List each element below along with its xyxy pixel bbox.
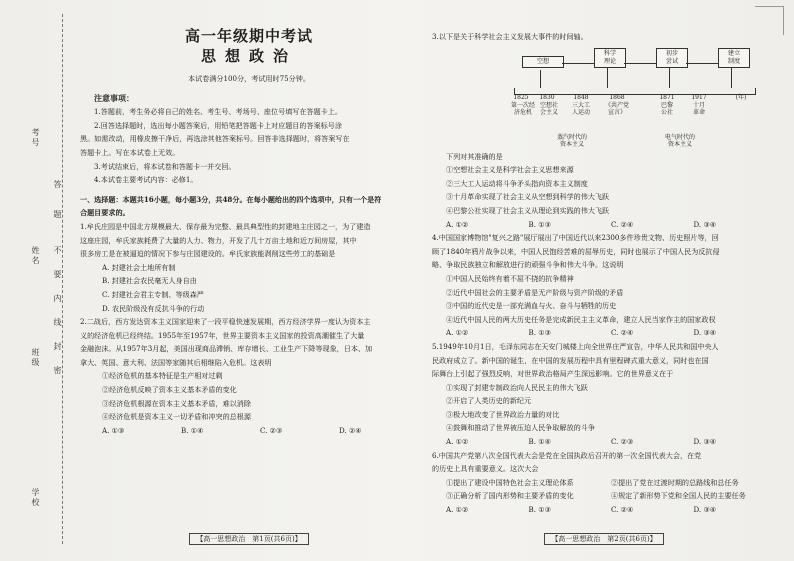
- seal-char-bu: 不: [53, 246, 62, 256]
- question-stem: 民政府成立了。新中国的诞生，在中国的发展历程中具有里程碑式重大意义，同时也在国: [432, 355, 709, 365]
- option-b: B. ①③: [528, 328, 551, 338]
- timeline-year: 1868: [609, 93, 625, 101]
- statement-item: ①实现了封建专制政治向人民民主的伟大飞跃: [446, 382, 588, 392]
- question-stem: 3.以下是关于科学社会主义发展大事件的时间轴。: [432, 32, 588, 41]
- footer-label: 【高一思想政治 第1页(共6页)】: [189, 533, 308, 545]
- statement-item: ③中国的近代史是一部充满血与火、奋斗与牺牲的历史: [446, 301, 617, 311]
- answer-options: [432, 435, 776, 449]
- statement-item: ②开启了人类历史的新纪元: [446, 396, 532, 406]
- xingming-label: 姓名: [31, 246, 40, 266]
- option-c: C. ②④: [611, 505, 634, 515]
- question-stem: 际舞台上引起了强烈反响，对世界政治格局产生深远影响。它的世界意义在于: [432, 369, 674, 379]
- statement-item: ③经济危机根源在资本主义基本矛盾，难以消除: [102, 398, 251, 408]
- timeline-connector: [669, 68, 670, 88]
- footer-label: 【高一思想政治 第2页(共6页)】: [544, 533, 663, 545]
- option-d: D. ③④: [693, 505, 717, 515]
- section-heading: 一、选择题：本题共16小题，每小题3分，共48分。在每小题给出的四个选项中，只有一个是符: [80, 194, 382, 204]
- exam-subject: 思想政治: [200, 47, 297, 65]
- option-a: A. ①②: [446, 437, 469, 447]
- timeline-event: 《共产党 宣言》: [604, 101, 629, 116]
- question-stem: 1.牟氏庄园是中国北方规模最大、保存最为完整、最具典型性的封建地主庄园之一，为了建造: [80, 221, 371, 231]
- option-a: A. 封建社会土地所有制: [102, 262, 176, 272]
- xuexiao-label: 学校: [31, 488, 40, 508]
- question-4: [432, 231, 776, 340]
- question-stem: 6.中国共产党第八次全国代表大会是党在全国执政后召开的第一次全国代表大会，在党: [432, 450, 702, 460]
- timeline-event: 十月 革命: [692, 101, 705, 116]
- option-a: A. ①③: [102, 425, 125, 435]
- page-1: [80, 0, 418, 561]
- page-footer: [80, 533, 418, 547]
- option-d: D. 农民阶级没有反抗斗争的行动: [102, 303, 205, 313]
- statement-item: ①提出了建设中国特色社会主义理论体系: [446, 477, 574, 487]
- question-stem: 5.1949年10月1日，毛泽东同志在天安门城楼上向全世界庄严宣告，中华人民共和国中央人: [432, 341, 719, 351]
- option-a: A. ①②: [446, 505, 469, 515]
- timeline-connector: [686, 63, 718, 64]
- seal-char-yao: 要: [53, 270, 62, 280]
- question-6: [432, 449, 776, 517]
- timeline-connector: [731, 68, 732, 88]
- statement-item: ①空想社会主义是科学社会主义思想来源: [446, 165, 574, 175]
- timeline-event: 第一次经 济危机: [510, 101, 535, 116]
- option-c: C. ②④: [611, 219, 634, 229]
- timeline-year-unit: (年): [735, 93, 747, 101]
- answer-options: [432, 326, 776, 340]
- seal-char-mi: 密: [53, 366, 62, 376]
- notice-line: 答题卡上。写在本试卷上无效。: [80, 147, 180, 157]
- timeline-stage-box: 科学 理论: [594, 48, 626, 68]
- question-stem: 很多房工是在被逼迫的情况下参与庄园建设的。牟氏家族能剥削这些劳工的基础是: [80, 249, 336, 259]
- timeline-stage-box: 初步 尝试: [656, 48, 688, 68]
- answer-options: [432, 503, 776, 517]
- statement-item: ③十月革命实现了社会主义从空想到科学的伟大飞跃: [446, 192, 610, 202]
- statement-item: ④鼓舞和推动了世界被压迫人民争取解放的斗争: [446, 423, 595, 433]
- option-b: B. ①③: [528, 219, 551, 229]
- question-ask: 下列对其准确的是: [446, 151, 503, 161]
- seal-char-nei: 内: [53, 294, 62, 304]
- era-label-steam: 蒸汽时代的 资本主义: [556, 133, 587, 148]
- statement-item: ①经济危机的基本特征是生产相对过剩: [102, 371, 223, 381]
- timeline-year: 1917: [691, 93, 707, 101]
- page-footer: [432, 533, 776, 547]
- question-stem: 4.中国国家博物馆"复兴之路"展厅展出了中国近代以来2300多件珍贵文物、历史照片等，回: [432, 233, 719, 243]
- question-stem: 2.二战后，西方发达资本主义国家迎来了一段平稳快速发展期，西方经济学界一度认为资本主: [80, 317, 371, 327]
- timeline-diagram: [432, 46, 776, 148]
- question-stem: 拿大、英国、意大利、法国等家随其后相继陷入危机。这表明: [80, 357, 272, 367]
- question-2: [80, 315, 418, 437]
- option-a: A. ①②: [446, 328, 469, 338]
- option-b: B. ①④: [181, 425, 204, 435]
- question-stem: 略、争取民族独立和解放进行的顽强斗争和伟大斗争。这说明: [432, 260, 624, 270]
- option-d: D. ②④: [339, 425, 362, 435]
- seal-line: [62, 14, 63, 544]
- binding-margin: [0, 0, 68, 561]
- statement-item: ③极大地改变了世界政治力量的对比: [446, 409, 560, 419]
- timeline-stage-box: 建立 制度: [718, 48, 750, 68]
- option-b: B. ①④: [528, 437, 551, 447]
- answer-options: [80, 424, 418, 438]
- statement-item: ④规定了新形势下党和全国人民的主要任务: [611, 491, 746, 501]
- exam-info: 本试卷满分100分，考试用时75分钟。: [188, 74, 310, 83]
- option-d: D. ③④: [693, 437, 717, 447]
- seal-char-ti: 题: [53, 210, 62, 220]
- timeline-connector: [562, 63, 594, 64]
- exam-title: 高一年级期中考试: [184, 27, 313, 45]
- option-d: D. ③④: [693, 328, 717, 338]
- page-2: [432, 0, 776, 561]
- notice-line: 黑。如需改动，用橡皮擦干净后，再选涂其他答案标号。回答非选择题时，将答案写在: [80, 134, 350, 144]
- question-5: [432, 340, 776, 449]
- timeline-year: 1848: [573, 93, 589, 101]
- question-stem: 义的经济危机已经终结。1955年至1957年，世界主要资本主义国家的投资高潮催生了大量: [80, 330, 365, 340]
- option-c: C. ②③: [611, 437, 634, 447]
- option-b: B. ①③: [528, 505, 551, 515]
- statement-item: ②三大工人运动将斗争矛头指向资本主义制度: [446, 178, 588, 188]
- banji-label: 班级: [31, 348, 40, 368]
- statement-item: ①中国人民始终有着不屈不挠的抗争精神: [446, 273, 574, 283]
- option-a: A. ①②: [446, 219, 469, 229]
- statement-item: ②经济危机反映了资本主义基本矛盾的变化: [102, 385, 237, 395]
- option-c: C. 封建社会君主专制、等级森严: [102, 289, 204, 299]
- question-stem: 顾了1840年鸦片战争以来，中国人民饱经苦难的屈辱历史，同时也展示了中国人民为反抗侵: [432, 246, 720, 256]
- statement-item: ④近代中国人民的两大历史任务是完成新民主主义革命，建立人民当家作主的国家政权: [446, 314, 716, 324]
- timeline-event: 空想社 会主义: [539, 101, 558, 116]
- answer-options: [432, 218, 776, 232]
- timeline-year: 1825: [513, 93, 529, 101]
- timeline-year: 1830: [539, 93, 555, 101]
- option-d: D. ③④: [693, 219, 717, 229]
- timeline-connector: [540, 70, 541, 88]
- option-c: C. ②④: [611, 328, 634, 338]
- question-stem: 的历史上具有重要意义。这次大会: [432, 464, 539, 474]
- notice-line: 3.考试结束后，将本试卷和答题卡一并交回。: [94, 161, 236, 171]
- statement-item: ②近代中国社会的主要矛盾是无产阶级与资产阶级的矛盾: [446, 287, 624, 297]
- kaohao-label: 考号: [31, 128, 40, 148]
- timeline-connector: [607, 68, 608, 88]
- notice-line: 2.回答选择题时，选出每小题答案后，用铅笔把答题卡上对应题目的答案标号涂: [94, 120, 342, 130]
- timeline-event: 三大工 人运动: [571, 101, 590, 116]
- era-label-electric: 电气时代的 资本主义: [664, 133, 695, 148]
- question-stem: 金融泡沫。从1957年3月起，美国出现商品滞销、库存增长、工业生产下降等现象，日本、加: [80, 344, 373, 354]
- timeline-stage-box: 空想: [522, 56, 564, 68]
- statement-item: ②提出了党在过渡时期的总路线和总任务: [611, 477, 739, 487]
- seal-char-feng: 封: [53, 342, 62, 352]
- statement-item: ③正确分析了国内形势和主要矛盾的变化: [446, 491, 574, 501]
- seal-char-da: 答: [53, 180, 62, 190]
- notice-line: 1.答题前，考生务必将自己的姓名、考生号、考场号、座位号填写在答题卡上。: [94, 107, 342, 117]
- statement-row: [432, 489, 776, 503]
- notice-heading: 注意事项：: [94, 92, 134, 103]
- seal-char-xian: 线: [53, 318, 62, 328]
- page-corner-mark: [755, 6, 784, 35]
- question-stem: 这座庄园，牟氏家族耗费了大量的人力、物力，开发了几十万亩土地和近万间房屋，其中: [80, 235, 357, 245]
- statement-item: ④巴黎公社实现了社会主义从理论到实践的伟大飞跃: [446, 205, 610, 215]
- option-b: B. 封建社会农民毫无人身自由: [102, 276, 197, 286]
- statement-row: [432, 476, 776, 490]
- question-1: [80, 220, 418, 315]
- notice-line: 4.本试卷主要考试内容：必修1。: [94, 175, 198, 185]
- section-heading: 合题目要求的。: [80, 208, 130, 218]
- timeline-event: 巴黎 公社: [660, 101, 673, 116]
- timeline-year: 1871: [659, 93, 675, 101]
- statement-item: ④经济危机是资本主义一切矛盾和冲突的总根源: [102, 412, 251, 422]
- option-c: C. ②③: [260, 425, 283, 435]
- timeline-connector: [624, 63, 656, 64]
